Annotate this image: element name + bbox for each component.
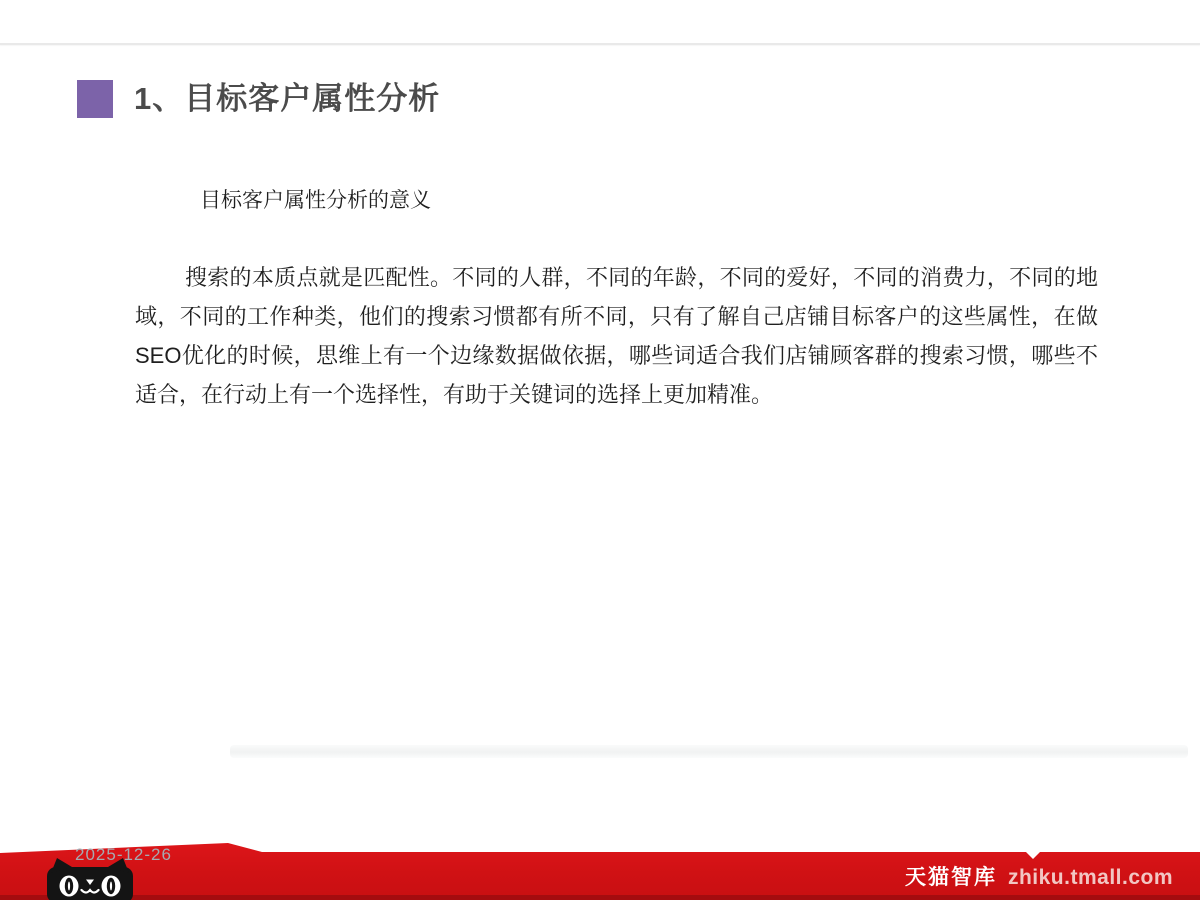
heading-bullet-square	[77, 80, 113, 118]
footer-brand-name: 天猫智库	[904, 866, 997, 889]
footer-date: 2025-12-26	[75, 845, 172, 864]
top-divider-line	[0, 43, 1200, 45]
body-paragraph: 搜索的本质点就是匹配性。不同的人群，不同的年龄，不同的爱好，不同的消费力，不同的地域，不同的工作种类，他们的搜索习惯都有所不同，只有了解自己店铺目标客户的这些属性，在做SEO优化的时候，思维上有一个边缘数据做依据，哪些词适合我们店铺顾客群的搜索习惯，哪些不适合，在行动上有一个选择性，有助于关键词的选择上更加精准。	[135, 265, 1098, 407]
faint-shadow-band	[230, 745, 1188, 758]
footer-brand-url: zhiku.tmall.com	[1007, 866, 1173, 889]
page-title: 1、目标客户属性分析	[134, 81, 441, 116]
slide-heading-row	[77, 80, 440, 118]
section-subtitle: 目标客户属性分析的意义	[200, 189, 431, 212]
footer-brand	[905, 861, 1173, 891]
